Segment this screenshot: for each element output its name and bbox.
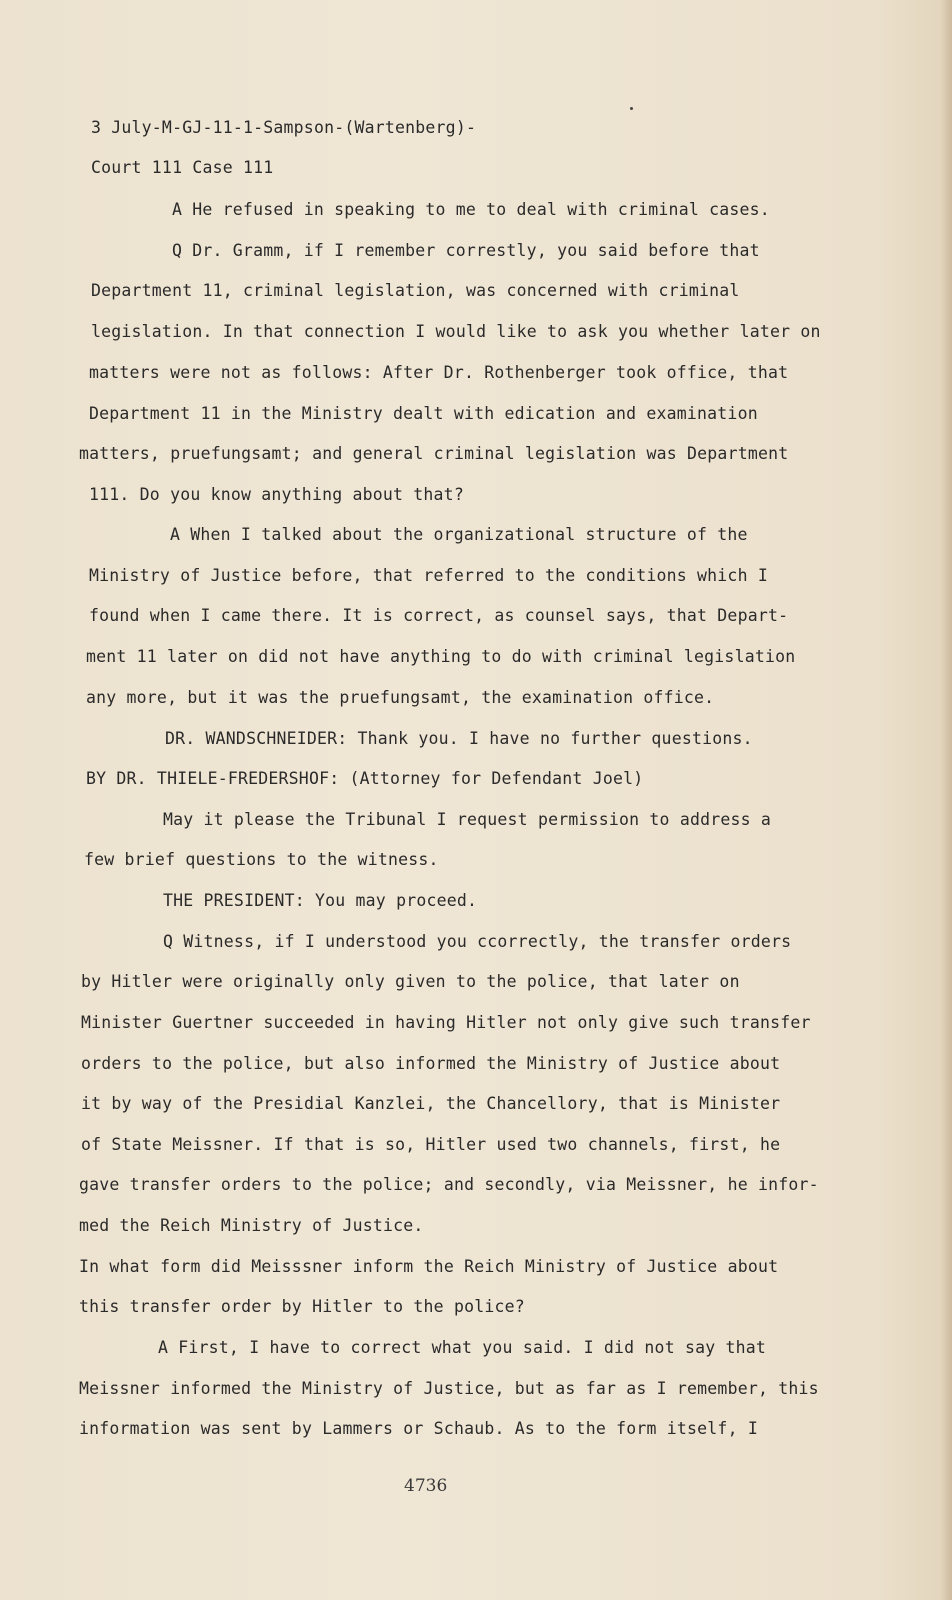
text-line: Minister Guertner succeeded in having Hitler not only give such transfer <box>81 1013 811 1032</box>
text-line: matters were not as follows: After Dr. Rothenberger took office, that <box>89 363 789 382</box>
text-line: med the Reich Ministry of Justice. <box>79 1216 424 1235</box>
text-line: Q Dr. Gramm, if I remember correstly, you said before that <box>172 241 760 260</box>
text-line: THE PRESIDENT: You may proceed. <box>163 891 478 910</box>
text-line: ment 11 later on did not have anything to do with criminal legislation <box>86 647 796 666</box>
text-line: In what form did Meisssner inform the Reich Ministry of Justice about <box>79 1257 779 1276</box>
text-line: Meissner informed the Ministry of Justice, but as far as I remember, this <box>79 1379 819 1398</box>
text-line: Ministry of Justice before, that referred to the conditions which I <box>89 566 768 585</box>
text-line: Department 11 in the Ministry dealt with edication and examination <box>89 404 758 423</box>
text-line: Department 11, criminal legislation, was concerned with criminal <box>91 281 740 300</box>
header-line-2: Court 111 Case 111 <box>91 158 274 177</box>
text-line: gave transfer orders to the police; and secondly, via Meissner, he infor- <box>79 1175 819 1194</box>
text-line: May it please the Tribunal I request permission to address a <box>163 810 772 829</box>
text-line: BY DR. THIELE-FREDERSHOF: (Attorney for Defendant Joel) <box>86 769 644 788</box>
text-line: this transfer order by Hitler to the police? <box>79 1297 525 1316</box>
text-line: few brief questions to the witness. <box>84 850 439 869</box>
text-line: matters, pruefungsamt; and general criminal legislation was Department <box>79 444 789 463</box>
text-line: by Hitler were originally only given to the police, that later on <box>81 972 740 991</box>
text-line: found when I came there. It is correct, as counsel says, that Depart- <box>89 606 789 625</box>
page-edge-shadow <box>940 0 952 1600</box>
page-number: 4736 <box>404 1476 448 1496</box>
header-line-1: 3 July-M-GJ-11-1-Sampson-(Wartenberg)- <box>91 118 477 137</box>
text-line: legislation. In that connection I would like to ask you whether later on <box>91 322 821 341</box>
paper-speck <box>630 107 633 110</box>
text-line: information was sent by Lammers or Schaub. As to the form itself, I <box>79 1419 758 1438</box>
text-line: 111. Do you know anything about that? <box>89 485 464 504</box>
text-line: any more, but it was the pruefungsamt, the examination office. <box>86 688 715 707</box>
text-line: of State Meissner. If that is so, Hitler used two channels, first, he <box>81 1135 781 1154</box>
text-line: A When I talked about the organizational structure of the <box>170 525 748 544</box>
text-line: DR. WANDSCHNEIDER: Thank you. I have no further questions. <box>165 729 753 748</box>
text-line: orders to the police, but also informed the Ministry of Justice about <box>81 1054 781 1073</box>
text-line: Q Witness, if I understood you ccorrectly, the transfer orders <box>163 932 792 951</box>
text-line: A First, I have to correct what you said. I did not say that <box>158 1338 767 1357</box>
text-line: it by way of the Presidial Kanzlei, the Chancellory, that is Minister <box>81 1094 781 1113</box>
text-line: A He refused in speaking to me to deal with criminal cases. <box>172 200 770 219</box>
